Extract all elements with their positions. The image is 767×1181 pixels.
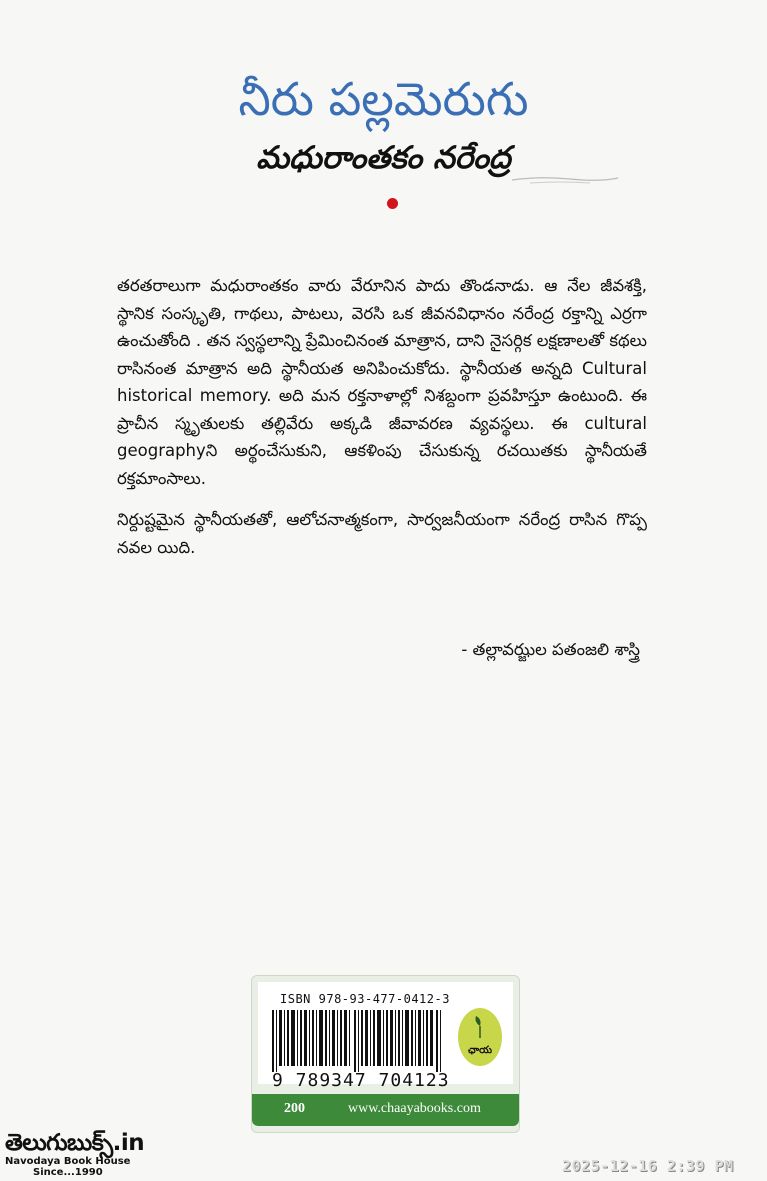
- scratch-mark-icon: [510, 172, 620, 186]
- blurb-text: [117, 272, 647, 575]
- publisher-logo: [458, 1008, 502, 1066]
- blurb-paragraph-2: నిర్దుష్టమైన స్థానీయతతో, ఆలోచనాత్మకంగా, సార్వజనీయంగా నరేంద్ర రాసిన గొప్ప నవల యిది.: [117, 510, 647, 557]
- watermark-logo: [5, 1130, 165, 1178]
- barcode-number: 9 789347 704123: [272, 1070, 450, 1091]
- barcode-icon: [272, 1010, 442, 1072]
- publisher-website: www.chaayabooks.com: [348, 1101, 481, 1116]
- watermark-line2: Since...1990: [33, 1167, 103, 1178]
- red-dot-icon: [387, 198, 398, 209]
- publisher-logo-text: ఛాయ: [468, 1045, 492, 1056]
- author-name: మధురాంతకం నరేంద్ర: [256, 140, 511, 176]
- reviewer-signature: - తల్లావఝ్జల పతంజలి శాస్త్రి: [461, 640, 640, 659]
- watermark-line1: Navodaya Book House: [5, 1156, 131, 1167]
- watermark-brand: తెలుగుబుక్స్.in: [5, 1130, 145, 1156]
- sticker-label: [258, 982, 513, 1091]
- book-title: నీరు పల్లమెరుగు: [238, 72, 529, 126]
- price-bar: [252, 1094, 519, 1126]
- sprout-icon: [474, 1016, 486, 1038]
- timestamp: 2025-12-16 2:39 PM: [562, 1157, 734, 1175]
- isbn-text: ISBN 978-93-477-0412-3: [280, 992, 450, 1006]
- blurb-paragraph-1: తరతరాలుగా మధురాంతకం వారు వేరూనిన పాదు తొండనాడు. ఆ నేల జీవశక్తి, స్థానిక సంస్కృతి, గాథలు, పాటలు, వెరసి ఒక జీవనవిధానం నరేంద్ర రక్తాన్ని ఎర్రగా ఉంచుతోంది . తన స్వస్థలాన్ని ప్రేమించినంత మాత్రాన, దాని నైసర్గిక లక్షణాలతో కథలు రాసినంత మాత్రాన అది స్థానీయత అనిపించుకోదు. స్థానీయత అన్నది Cultural historical memory. అది మన రక్తనాళాల్లో నిశబ్దంగా ప్రవహిస్తూ ఉంటుంది. ఈ ప్రాచీన స్మృతులకు తల్లివేరు అక్కడి జీవావరణ వ్యవస్థలు. ఈ cultural geographyని అర్థంచేసుకుని, ఆకళింపు చేసుకున్న రచయితకు స్థానీయతే రక్తమాంసాలు.: [117, 276, 647, 488]
- price-text: 200: [284, 1101, 305, 1116]
- barcode-sticker: [251, 975, 520, 1133]
